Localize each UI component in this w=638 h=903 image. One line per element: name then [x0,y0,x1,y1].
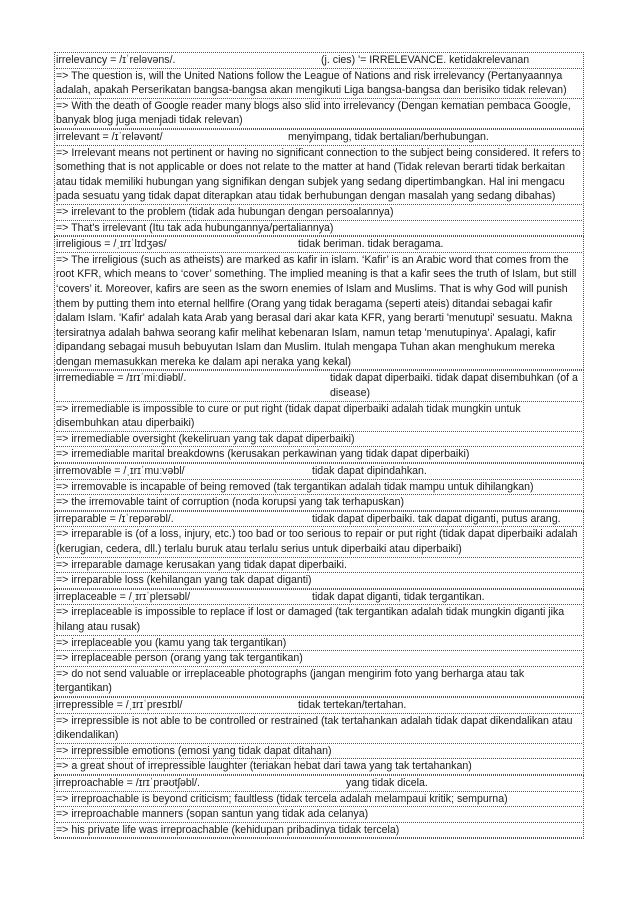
entry-header [56,53,582,69]
entry-header [56,130,582,146]
example-line: => irreparable damage kerusakan yang tidak dapat diperbaiki. [56,558,582,574]
headword: irremediable = /ɪrɪˈmiːdiəbl/. [56,372,187,385]
headword: irrelevancy = /ɪˈreləvəns/. [56,54,176,66]
entry-header [56,776,582,792]
dictionary-entry [54,511,584,589]
entry-header [56,590,582,606]
dictionary-page [54,52,584,839]
example-line: => irremediable marital breakdowns (kerusakan perkawinan yang tidak dapat diperbaiki) [56,447,582,463]
translation: tidak tertekan/tertahan. [298,698,407,711]
entry-header [56,512,582,528]
example-line: => irreplaceable is impossible to replace if lost or damaged (tak tergantikan adalah tidak mungkin diganti jika hilang atau rusak) [56,605,582,635]
entry-header [56,464,582,480]
translation: tidak dapat diperbaiki. tak dapat diganti, putus arang. [312,512,561,525]
dictionary-entry [54,589,584,697]
example-line: => a great shout of irrepressible laughter (teriakan hebat dari tawa yang tak tertahankan) [56,759,582,775]
translation: tidak beriman. tidak beragama. [298,238,444,251]
example-line: => irreparable loss (kehilangan yang tak dapat diganti) [56,573,582,589]
example-line: => Irrelevant means not pertinent or having no significant connection to the subject being considered. It refers to something that is not applicable or does not relate to the matter at hand (Tidak relevan berarti tidak berkaitan atau tidak memiliki hubungan yang signifikan dengan subjek yang sedang dipertimbangkan. Hal ini mengacu pada sesuatu yang tidak dapat diterapkan atau tidak berhubungan dengan masalah yang sedang dibahas) [56,146,582,205]
translation: yang tidak dicela. [346,776,428,789]
example-line: => irremovable is incapable of being removed (tak tergantikan adalah tidak mampu untuk dihilangkan) [56,480,582,496]
headword: irrelevant = /ɪˈreləvənt/ [56,130,163,143]
dictionary-entry [54,129,584,236]
dictionary-entry [54,52,584,129]
translation: tidak dapat dipindahkan. [312,465,427,478]
entry-header [56,371,582,401]
example-line: => The question is, will the United Nations follow the League of Nations and risk irrelevancy (Pertanyaannya adalah, apakah Perserikatan bangsa-bangsa akan mengikuti Liga bangsa-bangsa dan berisiko tidak relevan) [56,69,582,99]
example-line: => the irremovable taint of corruption (noda korupsi yang tak terhapuskan) [56,495,582,511]
translation: (j. cies) '= IRRELEVANCE. ketidakrelevanan [321,54,530,66]
example-line: => irrepressible emotions (emosi yang tidak dapat ditahan) [56,744,582,760]
headword: irremovable = /ˌɪrɪˈmuːvəbl/ [56,465,185,478]
example-line: => irreplaceable person (orang yang tak tergantikan) [56,651,582,667]
example-line: => That's irrelevant (Itu tak ada hubungannya/pertaliannya) [56,221,582,237]
example-line: => irrelevant to the problem (tidak ada hubungan dengan persoalannya) [56,205,582,221]
entry-header [56,698,582,714]
dictionary-entry [54,697,584,775]
headword: irreparable = /ɪˈrepərəbl/. [56,512,174,525]
dictionary-entry [54,463,584,511]
example-line: => The irreligious (such as atheists) are marked as kafir in islam. ‘Kafir’ is an Arabic word that comes from the root KFR, which means to ‘cover’ something. The implied meaning is that a kafir sees the truth of Islam, but still ‘covers’ it. Moreover, kafirs are seen as the sworn enemies of Islam and Muslims. That is why God will punish them by putting them into eternal hellfire (Orang yang tidak beragama (seperti ateis) ditandai sebagai kafir dalam Islam. 'Kafir' adalah kata Arab yang berasal dari akar kata KFR, yang berarti 'menutupi' sesuatu. Makna tersiratnya adalah bahwa seorang kafir melihat kebenaran Islam, namun tetap 'menutupinya'. Apalagi, kafir dipandang sebagai musuh bebuyutan Islam dan Muslim. Itulah mengapa Tuhan akan menghukum mereka dengan memasukkan mereka ke dalam api neraka yang kekal) [56,253,582,371]
translation: tidak dapat diganti, tidak tergantikan. [312,590,485,603]
translation: menyimpang, tidak bertalian/berhubungan. [288,130,489,143]
entry-header [56,237,582,253]
dictionary-entry [54,775,584,839]
headword: irreplaceable = /ˌɪrɪˈpleɪsəbl/ [56,590,191,603]
example-line: => irremediable is impossible to cure or put right (tidak dapat diperbaiki adalah tidak mungkin untuk disembuhkan atau diperbaiki) [56,402,582,432]
example-line: => irreparable is (of a loss, injury, etc.) too bad or too serious to repair or put right (tidak dapat diperbaiki adalah (kerugian, cedera, dll.) terlalu buruk atau terlalu serius untuk diperbaiki atau diperbaiki) [56,527,582,557]
example-line: => irreplaceable you (kamu yang tak tergantikan) [56,636,582,652]
translation: tidak dapat diperbaiki. tidak dapat disembuhkan (of a disease) [330,372,578,400]
example-line: => irreproachable manners (sopan santun yang tidak ada celanya) [56,807,582,823]
example-line: => do not send valuable or irreplaceable photographs (jangan mengirim foto yang berharga atau tak tergantikan) [56,667,582,697]
example-line: => irrepressible is not able to be controlled or restrained (tak tertahankan adalah tidak dapat dikendalikan atau dikendalikan) [56,714,582,744]
example-line: => his private life was irreproachable (kehidupan pribadinya tidak tercela) [56,823,582,839]
dictionary-entry [54,236,584,370]
example-line: => irremediable oversight (kekeliruan yang tak dapat diperbaiki) [56,432,582,448]
headword: irreproachable = /ɪrɪˈprəʊtʃəbl/. [56,776,200,789]
example-line: => irreproachable is beyond criticism; faultless (tidak tercela adalah melampaui kritik; sempurna) [56,792,582,808]
headword: irreligious = /ˌɪrɪˈlɪdʒəs/ [56,238,167,251]
example-line: => With the death of Google reader many blogs also slid into irrelevancy (Dengan kematian pembaca Google, banyak blog juga menjadi tidak relevan) [56,99,582,129]
headword: irrepressible = /ˌɪrɪˈpresɪbl/ [56,698,183,711]
dictionary-entry [54,370,584,463]
